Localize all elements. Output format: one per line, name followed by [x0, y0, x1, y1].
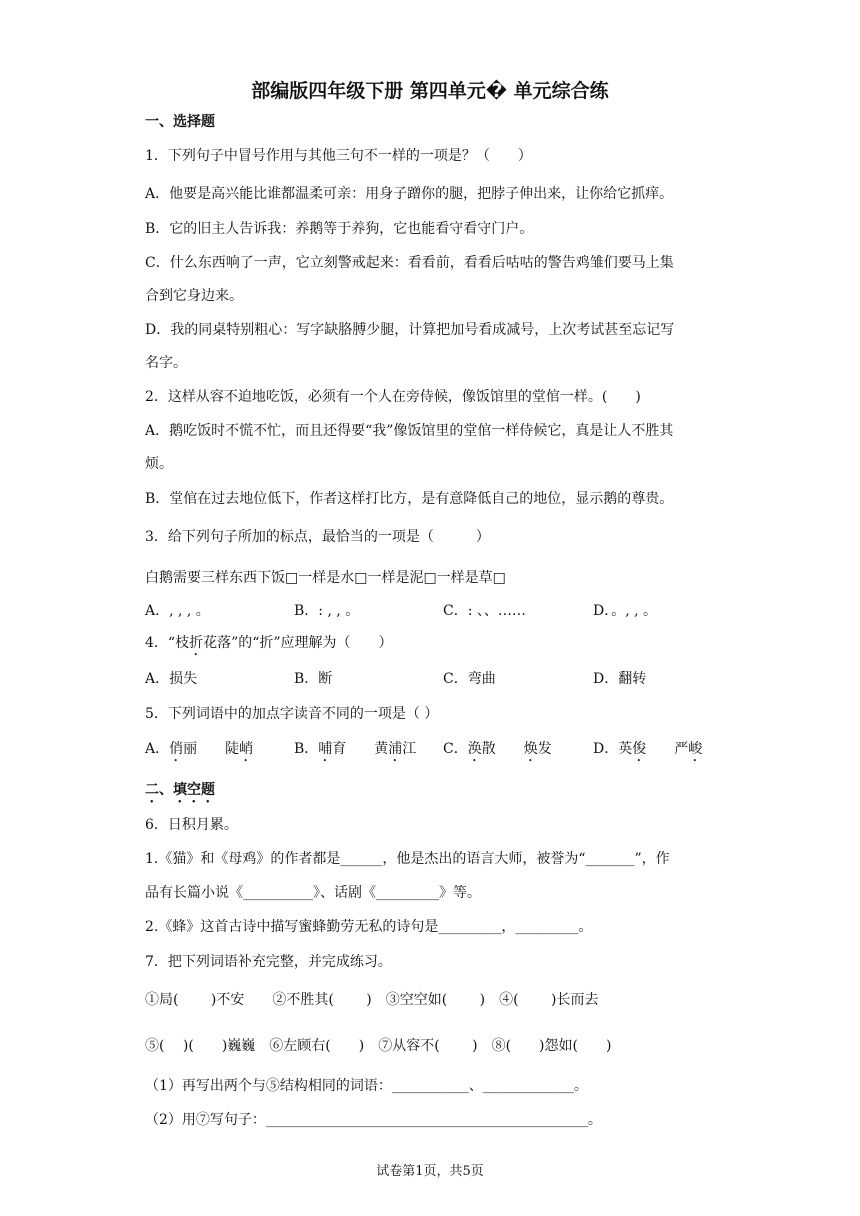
dotted-char: 哺 — [318, 741, 333, 757]
question-6-stem: 6．日积月累。 — [145, 817, 238, 833]
dotted-char: 涣 — [467, 741, 482, 757]
question-4-option-d: D．翻转 — [593, 671, 647, 687]
question-4-stem — [145, 633, 393, 659]
question-6-sub-1: 1.《猫》和《母鸡》的作者都是______，他是杰出的语言大师，被誉为“_______”，作 — [145, 851, 670, 867]
section-heading-choice: 一、选择题 — [145, 114, 215, 130]
question-1-option-a: A．他要是高兴能比谁都温柔可亲：用身子蹭你的腿，把脖子伸出来，让你给它抓痒。 — [145, 186, 674, 202]
option-text: 严 — [646, 741, 689, 757]
option-text: 散 — [481, 741, 524, 757]
question-2-stem: 2．这样从容不迫地吃饭，必须有一个人在旁侍候，像饭馆里的堂倌一样。( ) — [145, 389, 641, 405]
question-5-stem: 5．下列词语中的加点字读音不同的一项是（ ） — [145, 706, 439, 722]
question-7-row-2: ⑤( )( )巍巍 ⑥左顾右( ) ⑦从容不( ) ⑧( )怨如( ) — [145, 1038, 612, 1054]
dotted-char: 俏 — [169, 741, 184, 757]
question-1-option-b: B．它的旧主人告诉我：养鹅等于养狗，它也能看守看守门户。 — [145, 221, 534, 237]
page-footer: 试卷第1页，共5页 — [376, 1164, 484, 1179]
question-3-option-d: D．。, , 。 — [593, 603, 658, 619]
dotted-char: 俊 — [632, 741, 647, 757]
question-7-sub-1: （1）再写出两个与⑤结构相同的词语：___________、_____________。 — [145, 1078, 588, 1094]
option-text: 丽 陡 — [183, 741, 240, 757]
question-3-option-b: B．: , , 。 — [294, 603, 360, 619]
option-prefix: C． — [443, 741, 468, 757]
section-heading-fill: 二、填空题 — [145, 782, 215, 798]
option-prefix: D．英 — [593, 741, 633, 757]
question-6-sub-2: 2.《蜂》这首古诗中描写蜜蜂勤劳无私的诗句是_________，_________。 — [145, 919, 593, 935]
question-4-option-b: B．断 — [294, 671, 333, 687]
question-3-stem: 3．给下列句子所加的标点，最恰当的一项是（ ） — [145, 529, 490, 545]
dotted-char: 峭 — [239, 741, 254, 757]
question-3-option-a: A．, , , 。 — [145, 603, 210, 619]
option-text: 江 — [402, 741, 417, 757]
dotted-char: 浦 — [388, 741, 403, 757]
question-3-sentence: 白鹅需要三样东西下饭□一样是水□一样是泥□一样是草□ — [145, 570, 506, 586]
question-7-stem: 7．把下列词语补充完整，并完成练习。 — [145, 954, 392, 970]
question-1-option-d-cont: 名字。 — [145, 355, 187, 371]
question-7-row-1: ①局( )不安 ②不胜其( ) ③空空如( ) ④( )长而去 — [145, 992, 599, 1008]
question-2-option-a: A．鹅吃饭时不慌不忙，而且还得要“我”像饭馆里的堂倌一样侍候它，真是让人不胜其 — [145, 423, 674, 439]
option-text: 发 — [537, 741, 552, 757]
question-7-sub-2: （2）用⑦写句子：______________________________________________。 — [145, 1112, 602, 1128]
question-1-option-c: C．什么东西响了一声，它立刻警戒起来：看看前，看看后咕咕的警告鸡雏们要马上集 — [145, 255, 674, 271]
question-4-option-a: A．损失 — [145, 671, 198, 687]
question-3-option-c: C．: 、、…… — [443, 603, 526, 619]
question-6-sub-1-cont: 品有长篇小说《__________》、话剧《_________》等。 — [145, 885, 481, 901]
question-2-option-b: B．堂倌在过去地位低下，作者这样打比方，是有意降低自己的地位，显示鹅的尊贵。 — [145, 491, 674, 507]
question-1-option-c-cont: 合到它身边来。 — [145, 288, 243, 304]
question-1-option-d: D．我的同桌特别粗心：写字缺胳膊少腿，计算把加号看成减号，上次考试甚至忘记写 — [145, 322, 675, 338]
question-2-option-a-cont: 烦。 — [145, 456, 173, 472]
dotted-char: 焕 — [523, 741, 538, 757]
question-5-option-a — [145, 739, 253, 765]
question-1-stem: 1．下列句子中冒号作用与其他三句不一样的一项是？（ ） — [145, 148, 532, 164]
option-text: 育 黄 — [332, 741, 389, 757]
page-title: 部编版四年级下册 第四单元� 单元综合练 — [251, 80, 609, 102]
option-prefix: B． — [294, 741, 319, 757]
dotted-char: 折 — [189, 635, 204, 651]
option-prefix: A． — [145, 741, 170, 757]
question-5-option-d — [593, 739, 702, 765]
dotted-char: 峻 — [688, 741, 703, 757]
question-4-option-c: C．弯曲 — [443, 671, 496, 687]
question-4-stem-post: 花落”的“折”应理解为（ ） — [203, 635, 393, 651]
question-5-option-b — [294, 739, 416, 765]
question-5-option-c — [443, 739, 552, 765]
question-4-stem-pre: 4．“枝 — [145, 635, 190, 651]
